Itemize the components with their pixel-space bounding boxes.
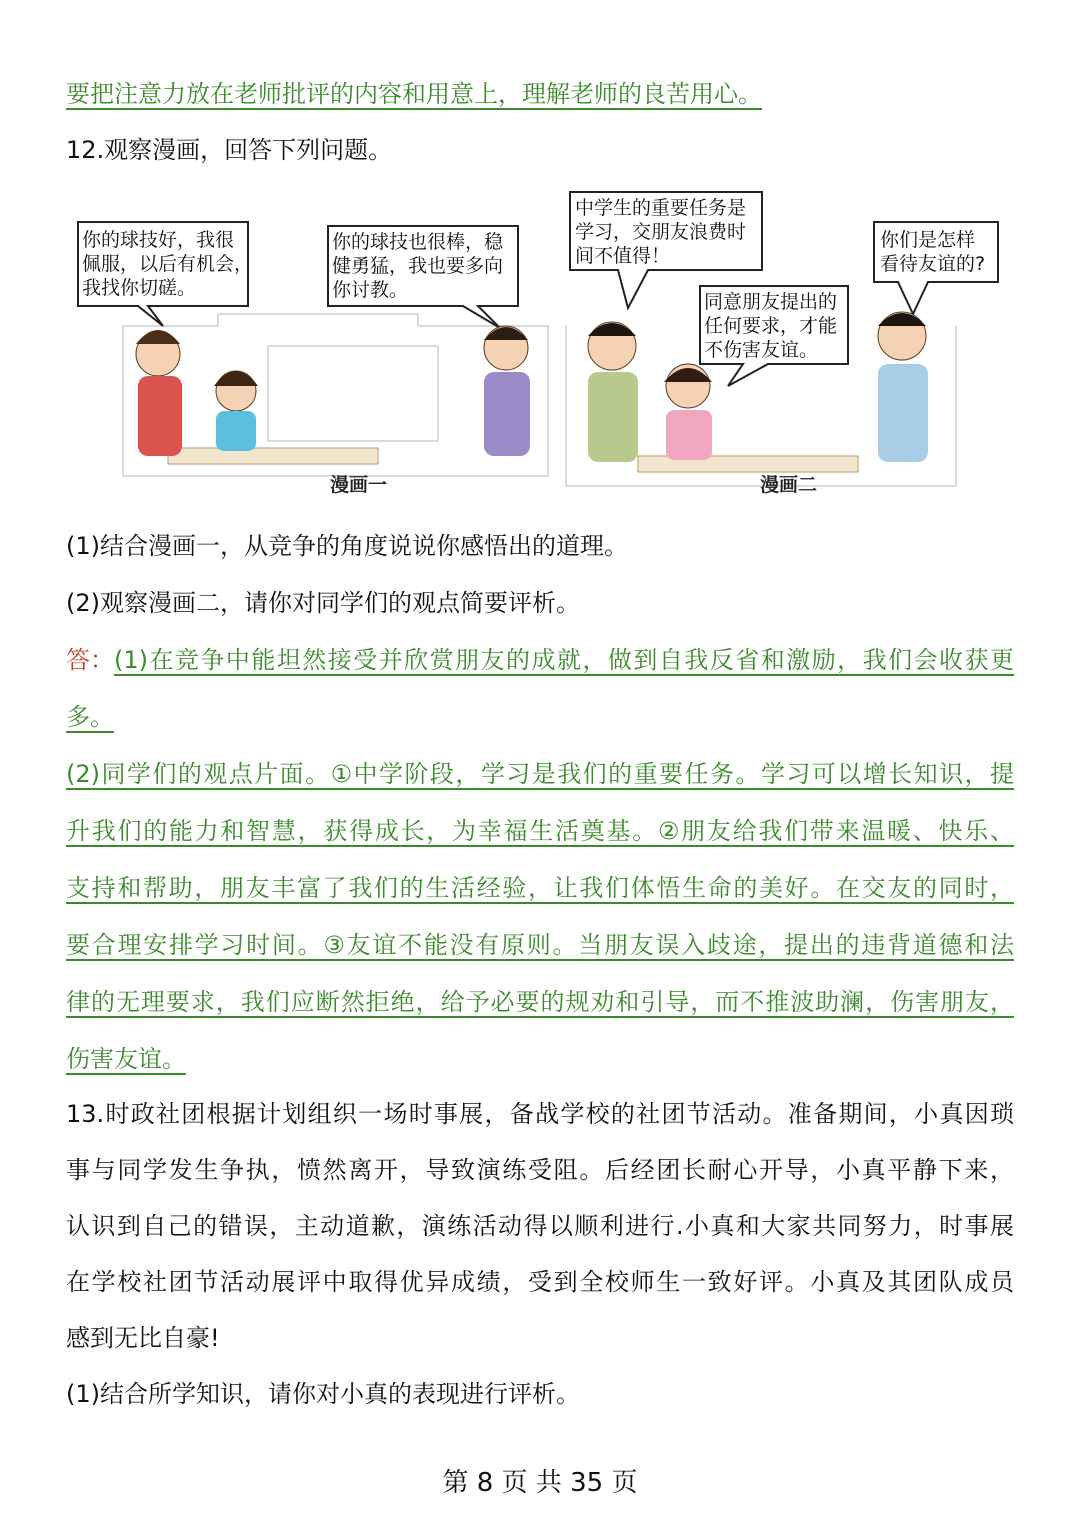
boy-lightblue-figure: [878, 312, 928, 462]
q12-answer-line-7: 律的无理要求，我们应断然拒绝，给予必要的规劝和引导，而不推波助澜，伤害朋友，: [66, 988, 1014, 1016]
bubble-text: 我找你切磋。: [82, 277, 197, 299]
q12-answer-line-4: 升我们的能力和智慧，获得成长，为幸福生活奠基。②朋友给我们带来温暖、快乐、: [66, 817, 1014, 845]
bubble-text: 你们是怎样: [880, 229, 976, 251]
q13-line-4: 在学校社团节活动展评中取得优异成绩，受到全校师生一致好评。小真及其团队成员: [66, 1268, 1014, 1296]
bubble-text: 不伤害友谊。: [704, 339, 819, 361]
bubble-text: 佩服，以后有机会，: [82, 253, 254, 275]
bubble-text: 你的球技也很棒，稳: [332, 231, 504, 253]
bubble-text: 任何要求，才能: [704, 315, 838, 337]
bubble-text: 中学生的重要任务是: [575, 197, 747, 219]
q13-sub1: (1)结合所学知识，请你对小真的表现进行评析。: [66, 1380, 580, 1408]
girl-pink-figure: [664, 364, 712, 460]
q12-answer-line-6: 要合理安排学习时间。③友谊不能没有原则。当朋友误入歧途，提出的违背道德和法: [66, 931, 1014, 959]
comic-caption-1: 漫画一: [330, 474, 388, 496]
boy-red-figure: [136, 330, 182, 456]
q12-answer-line-8: 伤害友谊。: [66, 1045, 186, 1073]
q12-sub2: (2)观察漫画二，请你对同学们的观点简要评析。: [66, 589, 580, 617]
bubble-text: 健勇猛，我也要多向: [332, 255, 504, 277]
q12-answer-line-3: (2)同学们的观点片面。①中学阶段，学习是我们的重要任务。学习可以增长知识，提: [66, 760, 1014, 788]
bubble-text: 间不值得！: [575, 245, 671, 267]
boy-purple-figure: [484, 326, 530, 456]
q13-line-2: 事与同学发生争执，愤然离开，导致演练受阻。后经团长耐心开导，小真平静下来，: [66, 1156, 1014, 1184]
q13-line-5: 感到无比自豪!: [66, 1324, 220, 1352]
q13-line-1: 13.时政社团根据计划组织一场时事展，备战学校的社团节活动。准备期间，小真因琐: [66, 1100, 1014, 1128]
q12-answer-line-2: 多。: [66, 703, 114, 731]
bubble-text: 看待友谊的?: [880, 253, 986, 275]
comic-illustration: [82, 186, 986, 504]
bubble-text: 同意朋友提出的: [704, 291, 838, 313]
q13-line-3: 认识到自己的错误，主动道歉，演练活动得以顺利进行.小真和大家共同努力，时事展: [66, 1212, 1014, 1240]
q12-title: 12.观察漫画，回答下列问题。: [66, 136, 393, 164]
girl-blue-figure: [214, 371, 258, 451]
boy-green-figure: [588, 322, 638, 462]
bubble-4-text: [704, 291, 837, 361]
q12-answer-line-1: [66, 644, 1014, 676]
q12-sub1: (1)结合漫画一，从竞争的角度说说你感悟出的道理。: [66, 532, 628, 560]
q12-answer-line-5: 支持和帮助，朋友丰富了我们的生活经验，让我们体悟生命的美好。在交友的同时，: [66, 874, 1014, 902]
prev-answer-line: 要把注意力放在老师批评的内容和用意上，理解老师的良苦用心。: [66, 80, 762, 108]
page-footer: 第 8 页 共 35 页: [442, 1468, 638, 1498]
answer-text: (1)在竞争中能坦然接受并欣赏朋友的成就，做到自我反省和激励，我们会收获更: [114, 646, 1014, 674]
bubble-text: 学习，交朋友浪费时: [575, 221, 747, 243]
bubble-text: 你的球技好，我很: [82, 229, 235, 251]
bubble-text: 你讨教。: [332, 279, 409, 301]
answer-label: 答：: [66, 646, 114, 674]
comic-caption-2: 漫画二: [760, 474, 818, 496]
